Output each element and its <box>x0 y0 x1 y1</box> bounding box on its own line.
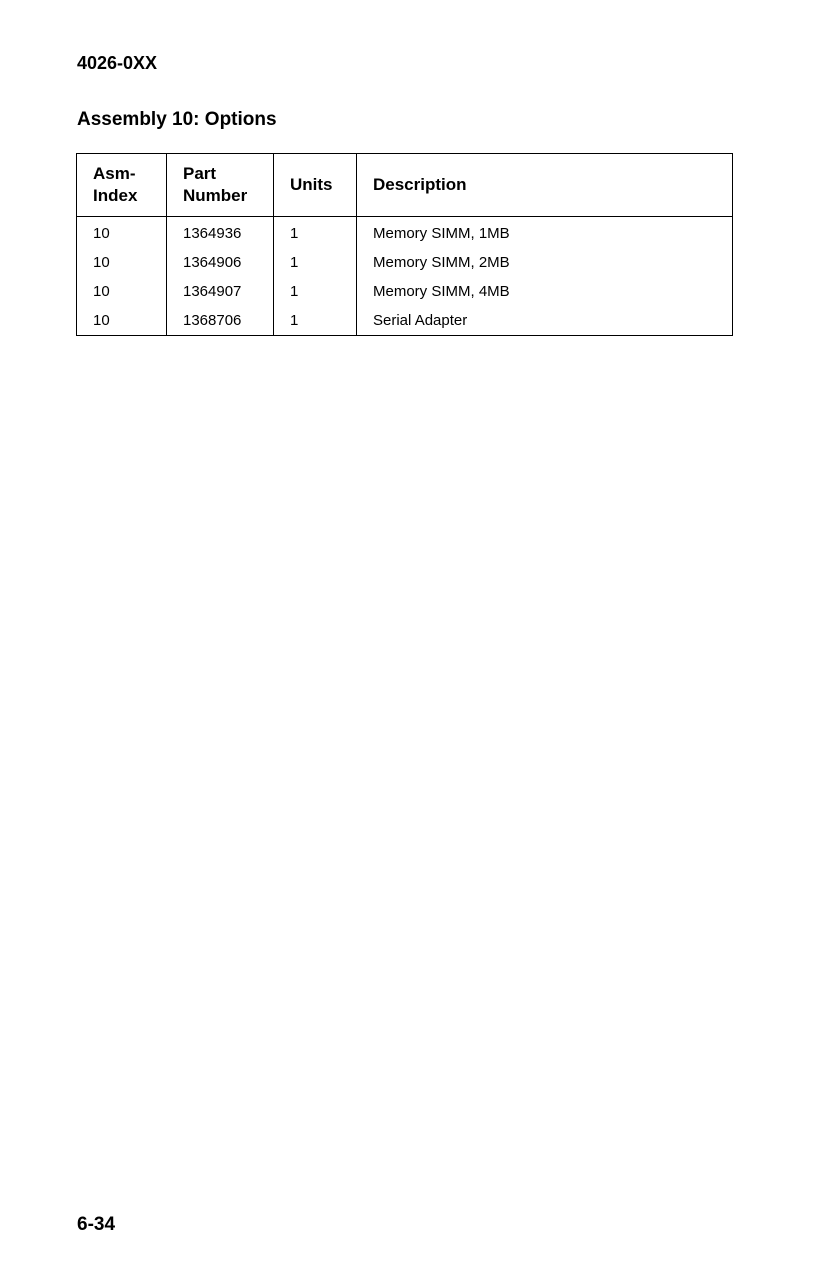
cell-units: 1 <box>274 277 357 306</box>
column-header-asm-index <box>77 154 167 217</box>
cell-description: Memory SIMM, 2MB <box>373 254 510 271</box>
assembly-title: Assembly 10: Options <box>77 109 277 130</box>
column-header-part-number <box>167 154 274 217</box>
table-row <box>77 306 733 336</box>
cell-part-number: 1368706 <box>167 306 274 336</box>
cell-description: Memory SIMM, 1MB <box>373 225 510 242</box>
header-line: Asm- <box>93 164 136 183</box>
page-number: 6-34 <box>77 1214 116 1235</box>
cell-part-number: 1364906 <box>167 248 274 277</box>
cell-asm-index: 10 <box>77 217 167 249</box>
cell-description: Serial Adapter <box>373 312 468 329</box>
cell-asm-index: 10 <box>77 248 167 277</box>
column-header-units: Units <box>274 154 357 217</box>
cell-units: 1 <box>274 217 357 249</box>
header-line: Part <box>183 164 217 183</box>
table-header-row <box>77 154 733 217</box>
table-row <box>77 248 733 277</box>
header-line: Number <box>183 186 248 205</box>
model-id: 4026-0XX <box>77 53 158 73</box>
column-header-description: Description <box>357 154 733 217</box>
header-line: Index <box>93 186 138 205</box>
table-row <box>77 217 733 249</box>
cell-part-number: 1364936 <box>167 217 274 249</box>
parts-table <box>76 153 733 336</box>
table-row <box>77 277 733 306</box>
cell-part-number: 1364907 <box>167 277 274 306</box>
cell-asm-index: 10 <box>77 277 167 306</box>
cell-units: 1 <box>274 248 357 277</box>
cell-units: 1 <box>274 306 357 336</box>
cell-asm-index: 10 <box>77 306 167 336</box>
cell-description: Memory SIMM, 4MB <box>373 283 510 300</box>
